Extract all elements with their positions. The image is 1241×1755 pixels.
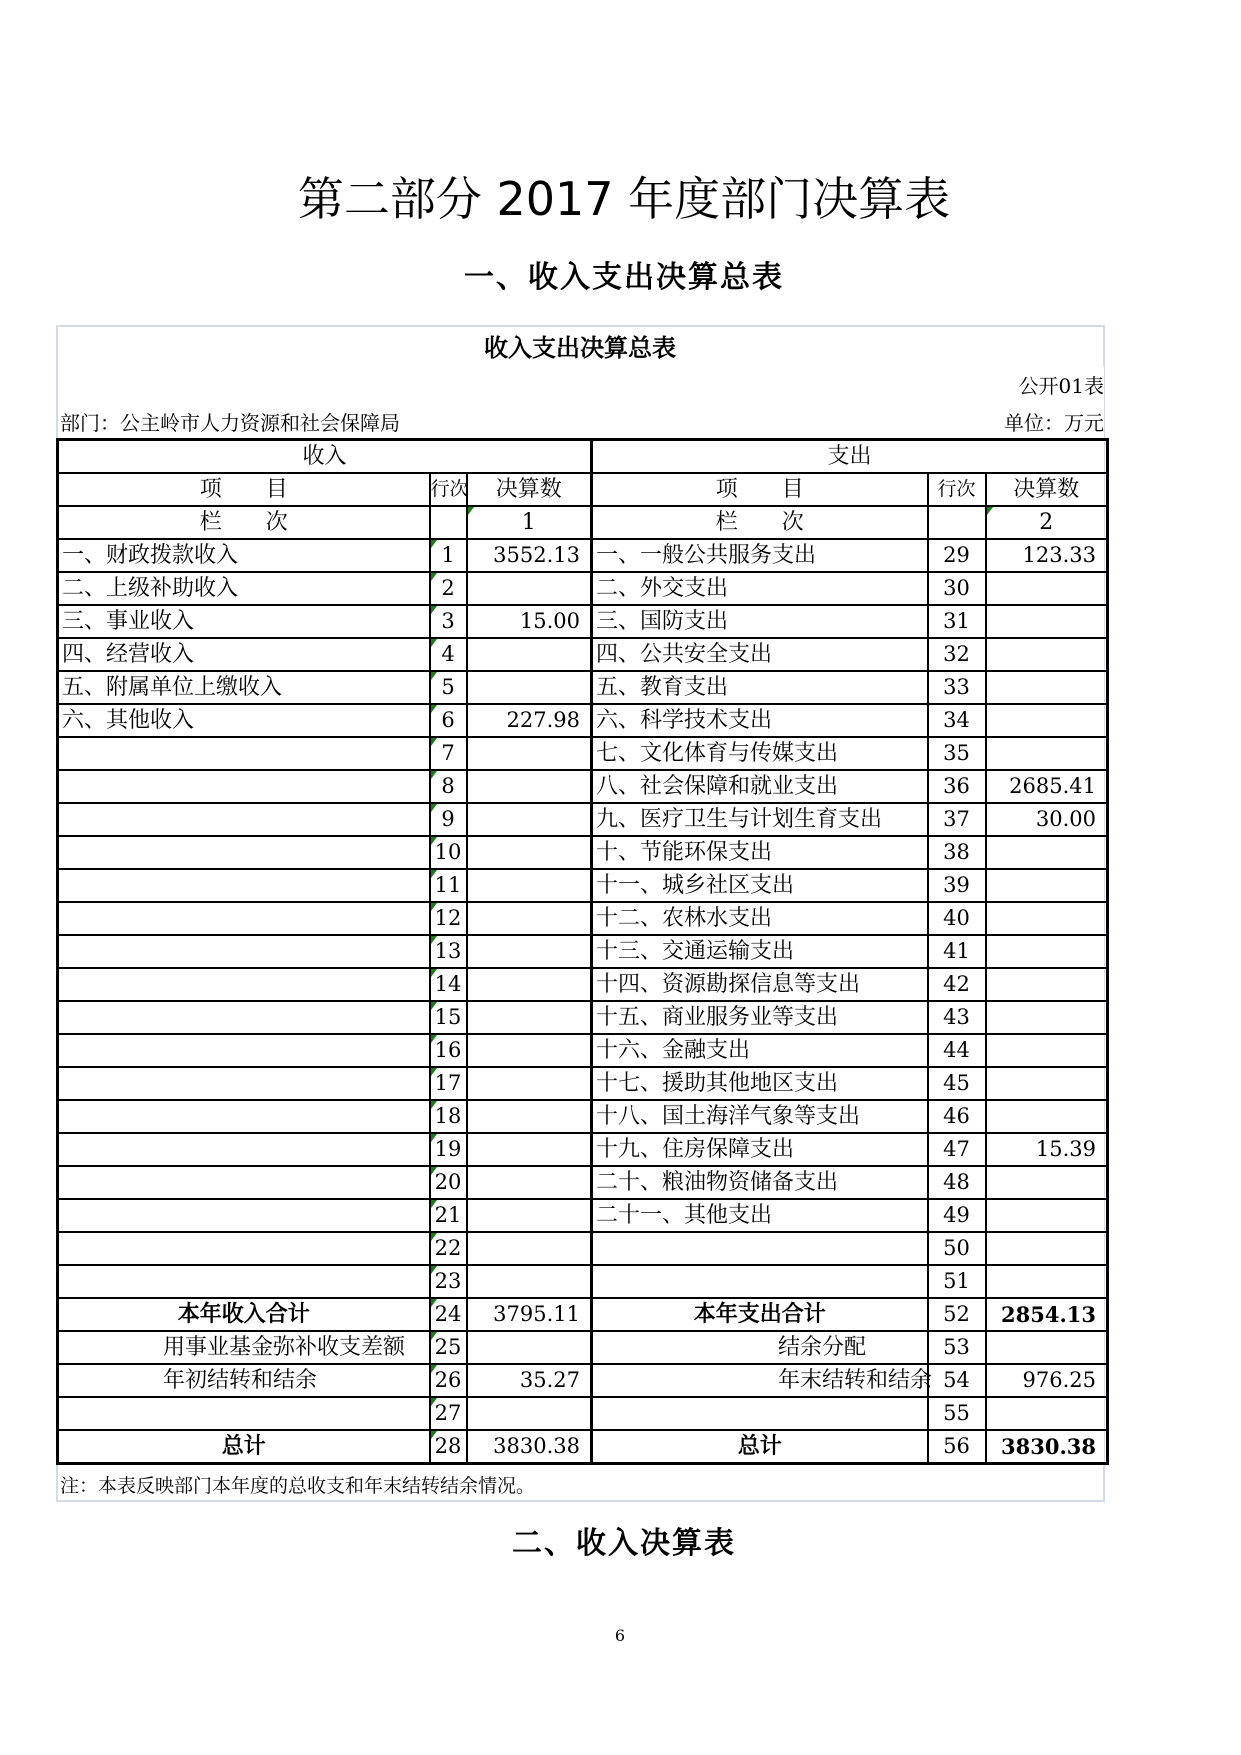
table-row [58,605,1108,638]
table-row [58,704,1108,737]
income-amount [467,1199,592,1232]
table-row [58,638,1108,671]
income-item-label: 三、事业收入 [58,605,430,638]
expense-line-no: 38 [928,836,986,869]
income-amount [467,869,592,902]
income-item-label [58,869,430,902]
income-item-label [58,1001,430,1034]
income-line-no: 18 [430,1100,467,1133]
unit-label: 单位：万元 [1004,411,1104,435]
income-amount [467,1166,592,1199]
expense-amount [986,605,1108,638]
income-item-label [58,968,430,1001]
expense-amount: 976.25 [986,1364,1108,1397]
expense-column-number: 2 [986,506,1108,539]
income-item-label [58,1067,430,1100]
expense-line-no-blank [928,506,986,539]
table-row [58,1034,1108,1067]
income-item-label [58,1166,430,1199]
income-line-no: 12 [430,902,467,935]
expense-amount: 15.39 [986,1133,1108,1166]
expense-item-label: 十二、农林水支出 [592,902,928,935]
income-line-no: 2 [430,572,467,605]
expense-item-label: 十三、交通运输支出 [592,935,928,968]
expense-amount [986,1397,1108,1430]
income-item-label [58,1199,430,1232]
table-note: 注：本表反映部门本年度的总收支和年末结转结余情况。 [60,1475,536,1497]
expense-item-label: 七、文化体育与传媒支出 [592,737,928,770]
income-line-no: 23 [430,1265,467,1298]
expense-item-label: 十九、住房保障支出 [592,1133,928,1166]
expense-line-no: 52 [928,1298,986,1331]
expense-item-label: 本年支出合计 [592,1298,928,1331]
income-line-no: 16 [430,1034,467,1067]
income-line-no: 21 [430,1199,467,1232]
expense-amount [986,836,1108,869]
expense-amount [986,869,1108,902]
expense-amount [986,1100,1108,1133]
income-item-label [58,935,430,968]
expense-line-no: 47 [928,1133,986,1166]
expense-section-header: 支出 [592,440,1108,474]
expense-item-label: 九、医疗卫生与计划生育支出 [592,803,928,836]
income-amount [467,770,592,803]
expense-line-no: 29 [928,539,986,572]
expense-item-label [592,1397,928,1430]
income-item-label [58,737,430,770]
section-title: 一、收入支出决算总表 [464,260,784,295]
table-row [58,935,1108,968]
income-amount [467,572,592,605]
income-line-no: 19 [430,1133,467,1166]
table-row [58,1067,1108,1100]
expense-item-label: 年末结转和结余 [592,1364,928,1397]
income-amount: 15.00 [467,605,592,638]
expense-line-no: 51 [928,1265,986,1298]
expense-line-no: 54 [928,1364,986,1397]
income-item-label [58,1034,430,1067]
expense-amount [986,968,1108,1001]
expense-item-label: 十、节能环保支出 [592,836,928,869]
expense-item-label: 二十、粮油物资储备支出 [592,1166,928,1199]
table-row [58,1397,1108,1430]
income-item-label: 总计 [58,1430,430,1464]
income-amount [467,935,592,968]
expense-amount [986,638,1108,671]
expense-item-label: 一、一般公共服务支出 [592,539,928,572]
income-line-no: 25 [430,1331,467,1364]
income-line-no: 15 [430,1001,467,1034]
income-item-label: 六、其他收入 [58,704,430,737]
table-row [58,1166,1108,1199]
income-line-no: 8 [430,770,467,803]
income-item-label: 本年收入合计 [58,1298,430,1331]
expense-line-no: 33 [928,671,986,704]
income-amount [467,1397,592,1430]
table-row [58,902,1108,935]
income-item-label: 用事业基金弥补收支差额 [58,1331,430,1364]
expense-item-label: 十八、国土海洋气象等支出 [592,1100,928,1133]
expense-item-label: 总计 [592,1430,928,1464]
expense-amount: 2854.13 [986,1298,1108,1331]
table-row [58,770,1108,803]
income-item-label [58,1232,430,1265]
income-line-no: 20 [430,1166,467,1199]
department-label: 部门：公主岭市人力资源和社会保障局 [60,411,400,435]
income-item-label [58,770,430,803]
income-line-no: 1 [430,539,467,572]
expense-amount [986,1199,1108,1232]
expense-amount [986,572,1108,605]
income-line-no: 22 [430,1232,467,1265]
expense-line-no: 55 [928,1397,986,1430]
income-line-no: 6 [430,704,467,737]
income-amount: 3552.13 [467,539,592,572]
income-item-label: 二、上级补助收入 [58,572,430,605]
expense-line-no: 56 [928,1430,986,1464]
expense-amount [986,1001,1108,1034]
expense-line-no: 50 [928,1232,986,1265]
expense-line-no-header: 行次 [928,473,986,506]
expense-item-label: 二、外交支出 [592,572,928,605]
expense-item-header: 项 目 [592,473,928,506]
expense-amount [986,704,1108,737]
table-row [58,539,1108,572]
table-header-row-columns [58,473,1108,506]
income-amount [467,638,592,671]
expense-item-label: 八、社会保障和就业支出 [592,770,928,803]
income-item-label [58,1100,430,1133]
expense-item-label: 十五、商业服务业等支出 [592,1001,928,1034]
expense-item-label: 五、教育支出 [592,671,928,704]
table-row [58,1430,1108,1464]
expense-amount: 2685.41 [986,770,1108,803]
expense-amount [986,737,1108,770]
income-item-label [58,836,430,869]
income-line-no: 26 [430,1364,467,1397]
table-row [58,1100,1108,1133]
income-expense-table [56,438,1109,1465]
income-amount: 3795.11 [467,1298,592,1331]
income-item-label [58,1265,430,1298]
income-amount [467,1133,592,1166]
table-row [58,869,1108,902]
income-line-no: 9 [430,803,467,836]
income-amount [467,1100,592,1133]
income-amount [467,1331,592,1364]
income-amount [467,1067,592,1100]
income-line-no: 11 [430,869,467,902]
table-row [58,803,1108,836]
table-header-row-column-numbers [58,506,1108,539]
expense-line-no: 43 [928,1001,986,1034]
expense-item-label: 二十一、其他支出 [592,1199,928,1232]
income-amount [467,1034,592,1067]
expense-line-no: 31 [928,605,986,638]
expense-line-no: 46 [928,1100,986,1133]
income-amount [467,671,592,704]
income-amount [467,1232,592,1265]
expense-amount [986,1331,1108,1364]
expense-line-no: 42 [928,968,986,1001]
income-line-no: 28 [430,1430,467,1464]
expense-amount [986,1034,1108,1067]
income-item-label [58,1133,430,1166]
income-amount [467,1265,592,1298]
income-item-label [58,803,430,836]
income-amount: 35.27 [467,1364,592,1397]
income-amount [467,968,592,1001]
expense-line-no: 32 [928,638,986,671]
expense-line-no: 30 [928,572,986,605]
expense-item-label [592,1232,928,1265]
expense-line-no: 48 [928,1166,986,1199]
expense-item-label: 十一、城乡社区支出 [592,869,928,902]
expense-amount: 3830.38 [986,1430,1108,1464]
income-line-no: 7 [430,737,467,770]
income-item-label: 五、附属单位上缴收入 [58,671,430,704]
table-header-row-sections [58,440,1108,474]
expense-item-label: 十七、援助其他地区支出 [592,1067,928,1100]
expense-line-no: 53 [928,1331,986,1364]
expense-line-no: 36 [928,770,986,803]
expense-line-no: 34 [928,704,986,737]
table-row [58,572,1108,605]
table-row [58,1265,1108,1298]
expense-amount: 30.00 [986,803,1108,836]
table-row [58,1331,1108,1364]
income-line-no: 4 [430,638,467,671]
expense-amount [986,902,1108,935]
page-main-title: 第二部分 2017 年度部门决算表 [297,172,951,226]
table-row [58,1001,1108,1034]
expense-item-label: 三、国防支出 [592,605,928,638]
expense-line-no: 40 [928,902,986,935]
expense-line-no: 37 [928,803,986,836]
table-row [58,1232,1108,1265]
income-line-no: 14 [430,968,467,1001]
expense-column-label: 栏 次 [592,506,928,539]
table-row [58,671,1108,704]
table-row [58,1199,1108,1232]
expense-amount: 123.33 [986,539,1108,572]
income-amount-header: 决算数 [467,473,592,506]
income-item-label: 一、财政拨款收入 [58,539,430,572]
table-row [58,968,1108,1001]
expense-line-no: 41 [928,935,986,968]
income-line-no: 13 [430,935,467,968]
income-column-label: 栏 次 [58,506,430,539]
income-amount [467,902,592,935]
income-amount [467,803,592,836]
expense-amount [986,1232,1108,1265]
table-row [58,1133,1108,1166]
expense-line-no: 44 [928,1034,986,1067]
form-number: 公开01表 [1018,374,1104,398]
income-amount: 3830.38 [467,1430,592,1464]
table-body [58,539,1108,1464]
income-line-no-blank [430,506,467,539]
page-number: 6 [614,1626,626,1645]
income-line-no: 17 [430,1067,467,1100]
income-item-label: 年初结转和结余 [58,1364,430,1397]
expense-item-label: 四、公共安全支出 [592,638,928,671]
income-amount [467,737,592,770]
expense-amount [986,1067,1108,1100]
income-line-no: 3 [430,605,467,638]
expense-item-label: 十六、金融支出 [592,1034,928,1067]
income-line-no: 5 [430,671,467,704]
income-amount [467,1001,592,1034]
income-amount [467,836,592,869]
income-item-label [58,902,430,935]
income-item-label [58,1397,430,1430]
expense-item-label: 结余分配 [592,1331,928,1364]
income-item-header: 项 目 [58,473,430,506]
expense-item-label: 六、科学技术支出 [592,704,928,737]
table-row [58,1364,1108,1397]
next-section-title: 二、收入决算表 [512,1526,736,1561]
income-line-no: 10 [430,836,467,869]
expense-item-label: 十四、资源勘探信息等支出 [592,968,928,1001]
income-line-no: 24 [430,1298,467,1331]
expense-amount [986,1166,1108,1199]
table-title: 收入支出决算总表 [484,333,676,362]
expense-amount [986,1265,1108,1298]
income-line-no-header: 行次 [430,473,467,506]
table-row [58,1298,1108,1331]
table-row [58,737,1108,770]
expense-line-no: 49 [928,1199,986,1232]
income-item-label: 四、经营收入 [58,638,430,671]
income-line-no: 27 [430,1397,467,1430]
expense-amount-header: 决算数 [986,473,1108,506]
expense-line-no: 39 [928,869,986,902]
expense-amount [986,935,1108,968]
expense-line-no: 45 [928,1067,986,1100]
expense-item-label [592,1265,928,1298]
expense-line-no: 35 [928,737,986,770]
income-section-header: 收入 [58,440,592,474]
income-column-number: 1 [467,506,592,539]
expense-amount [986,671,1108,704]
income-amount: 227.98 [467,704,592,737]
table-row [58,836,1108,869]
